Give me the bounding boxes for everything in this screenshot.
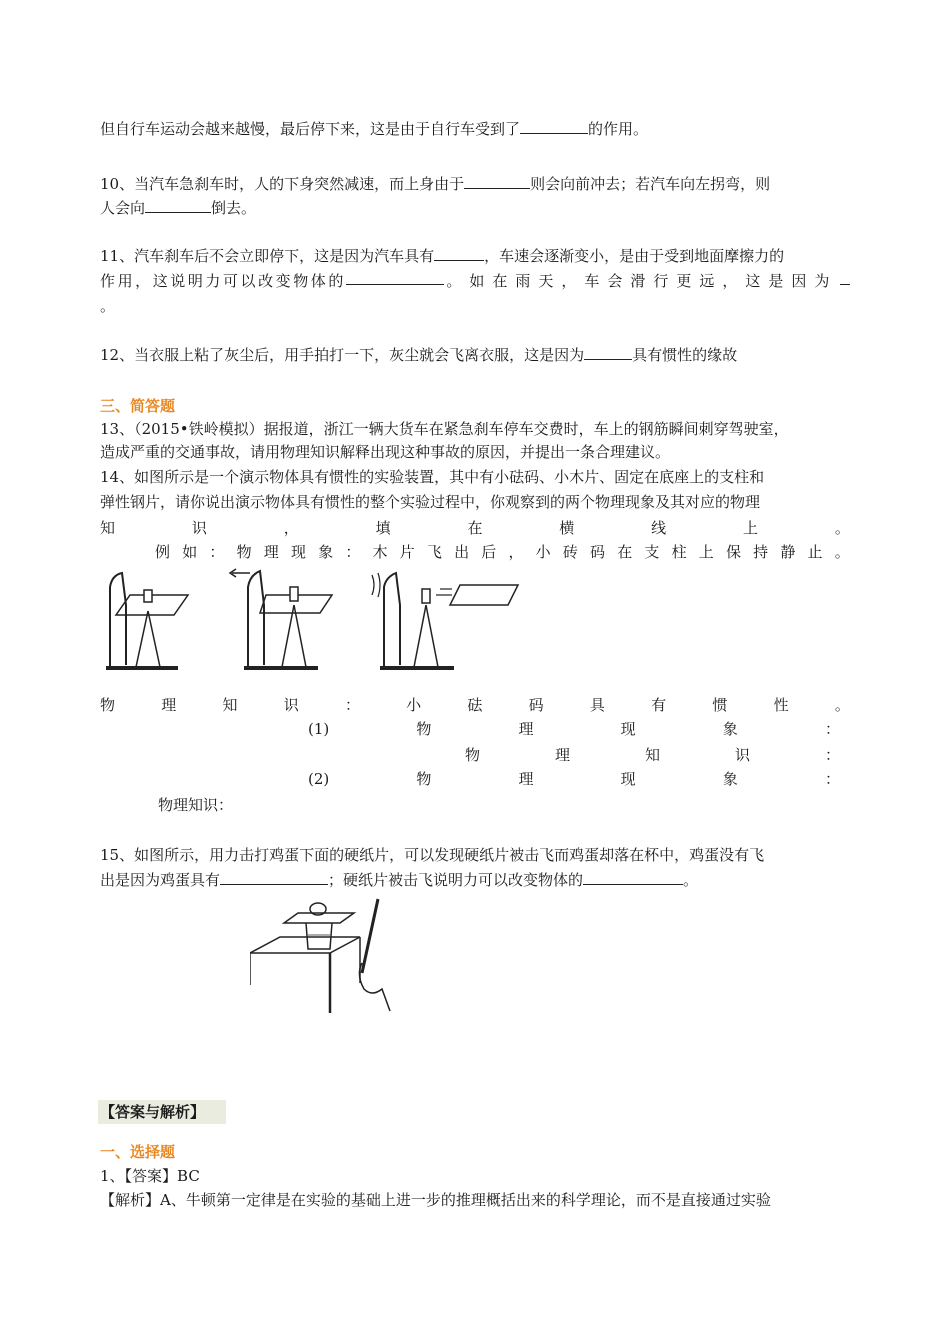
example-char-25: 。 [834,543,850,561]
q11-blank2 [346,270,444,285]
q14-w7: 上 [743,519,759,537]
q10-line1 [100,173,770,195]
example-char-2: ： [209,543,225,561]
q15-line2 [100,869,698,891]
q11-line1 [100,245,784,267]
q15-text-b: ；硬纸片被击飞说明力可以改变物体的 [328,871,584,889]
q14-line2: 弹性钢片，请你说出演示物体具有惯性的整个实验过程中，你观察到的两个物理现象及其对应的物理 [100,493,761,511]
q10-text-c: 人会向 [100,199,146,217]
q15-blank1 [220,870,328,885]
q11-c13: 的 [328,272,344,290]
knowledge-char-5: 小 [406,696,422,714]
item1-kn-char-1: 理 [554,746,570,764]
item1-kn-char-4: ： [824,746,840,764]
knowledge-char-12: 。 [834,696,850,714]
q14-item1-knowledge [465,744,840,766]
q11-line3: 。 [100,297,116,315]
q12-text: 12、当衣服上粘了灰尘后，用手拍打一下，灰尘就会飞离衣服，这是因为 [100,346,585,364]
q14-item2-phenomenon [308,768,840,790]
example-char-17: 在 [617,543,633,561]
item1-ph-char-4: 象 [722,720,738,738]
item2-ph-char-3: 现 [620,770,636,788]
example-char-14: 小 [535,543,551,561]
item1-ph-char-2: 理 [518,720,534,738]
q11-c7: 可 [222,272,238,290]
example-char-18: 支 [644,543,660,561]
q10-blank2 [145,198,211,213]
answer-1-analysis: 【解析】A、牛顿第一定律是在实验的基础上进一步的推理概括出来的科学理论，而不是直接通过实验 [100,1191,771,1209]
q10-text-a: 10、当汽车急刹车时，人的下身突然减速，而上身由于 [100,175,465,193]
q11-text-b: ，车速会逐渐变小，是由于受到地面摩擦力的 [484,247,785,265]
example-char-23: 静 [780,543,796,561]
example-char-15: 砖 [562,543,578,561]
example-char-21: 保 [725,543,741,561]
item2-ph-char-2: 理 [518,770,534,788]
example-char-11: 出 [454,543,470,561]
answer-1: 1、【答案】BC [100,1167,200,1185]
example-char-13: ， [508,543,524,561]
q11-c8: 以 [240,272,256,290]
example-char-16: 码 [590,543,606,561]
q14-knowledge-line [100,694,850,716]
item1-ph-char-0: (1) [308,720,330,738]
answer-section-header: 【答案与解析】 [98,1100,226,1124]
item1-ph-char-5: ： [824,720,840,738]
q10-text-b: 则会向前冲去；若汽车向左拐弯，则 [530,175,771,193]
item1-kn-char-0: 物 [465,746,481,764]
example-char-19: 柱 [671,543,687,561]
example-char-22: 持 [753,543,769,561]
q11-c1: 用 [117,272,133,290]
q9-text-after: 的作用。 [588,120,649,138]
q11-blank1 [434,246,484,261]
knowledge-char-3: 识 [283,696,299,714]
q12-blank [584,345,632,360]
item2-ph-char-1: 物 [416,770,432,788]
example-char-9: 片 [399,543,415,561]
q14-w3: 填 [375,519,391,537]
q11-c5: 明 [187,272,203,290]
knowledge-char-4: ： [344,696,360,714]
item2-ph-char-0: (2) [308,770,330,788]
q13-line1: 13、（2015•铁岭模拟）据报道，浙江一辆大货车在紧急刹车停车交费时，车上的钢筋瞬间刺穿驾驶室， [100,420,789,438]
example-char-5: 现 [290,543,306,561]
item2-ph-char-4: 象 [722,770,738,788]
egg-card-cup-figure [250,893,400,1018]
q9-continuation [100,118,648,140]
example-char-8: 木 [372,543,388,561]
q14-item2-knowledge: 物理知识： [158,796,234,814]
q11-c6: 力 [205,272,221,290]
example-char-6: 象 [318,543,334,561]
example-char-10: 飞 [426,543,442,561]
example-char-12: 后 [481,543,497,561]
knowledge-char-9: 有 [651,696,667,714]
example-char-7: ： [345,543,361,561]
q12-line [100,344,737,366]
knowledge-char-11: 性 [773,696,789,714]
knowledge-char-8: 具 [589,696,605,714]
q14-w0: 知 [100,519,116,537]
q15-blank2 [583,870,683,885]
q11-blank3 [840,270,850,285]
q11-text-a: 11、汽车刹车后不会立即停下，这是因为汽车具有 [100,247,435,265]
q15-line1: 15、如图所示，用力击打鸡蛋下面的硬纸片，可以发现硬纸片被击飞而鸡蛋却落在杯中，鸡蛋没有飞 [100,846,765,864]
example-char-24: 止 [807,543,823,561]
q9-blank [520,119,588,134]
q11-c11: 物 [293,272,309,290]
example-char-0: 例 [155,543,171,561]
answer-section1-title: 一、选择题 [100,1143,176,1161]
q14-w1: 识 [191,519,207,537]
example-char-1: 如 [182,543,198,561]
q13-line2: 造成严重的交通事故，请用物理知识解释出现这种事故的原因，并提出一条合理建议。 [100,443,671,461]
q14-w4: 在 [467,519,483,537]
q10-line2 [100,197,256,219]
q11-text-c: 。如在雨天，车会滑行更远，这是因为 [446,272,838,290]
q14-example-line [155,541,850,563]
q14-line3 [100,517,850,539]
q15-text-a: 出是因为鸡蛋具有 [100,871,221,889]
q14-w8: 。 [834,519,850,537]
q9-text: 但自行车运动会越来越慢，最后停下来，这是由于自行车受到了 [100,120,521,138]
inertia-apparatus-figure [100,565,520,675]
knowledge-char-7: 码 [528,696,544,714]
example-char-4: 理 [263,543,279,561]
q15-text-c: 。 [683,871,699,889]
q12-text-after: 具有惯性的缘故 [632,346,738,364]
q11-c0: 作 [100,272,116,290]
q14-line1: 14、如图所示是一个演示物体具有惯性的实验装置，其中有小砝码、小木片、固定在底座上的支柱和 [100,468,765,486]
item1-kn-char-3: 识 [734,746,750,764]
q11-c4: 说 [170,272,186,290]
knowledge-char-1: 理 [161,696,177,714]
knowledge-char-2: 知 [222,696,238,714]
q10-text-d: 倒去。 [211,199,257,217]
knowledge-char-6: 砝 [467,696,483,714]
item2-ph-char-5: ： [824,770,840,788]
q14-w6: 线 [651,519,667,537]
item1-ph-char-1: 物 [416,720,432,738]
example-char-3: 物 [236,543,252,561]
q14-item1-phenomenon [308,718,840,740]
q10-blank1 [464,174,530,189]
knowledge-char-0: 物 [100,696,116,714]
example-char-20: 上 [698,543,714,561]
section-title-short-answer: 三、简答题 [100,397,176,415]
q11-c9: 改 [258,272,274,290]
q11-c2: ， [135,272,151,290]
q14-w2: ， [283,519,299,537]
q11-c12: 体 [310,272,326,290]
q11-c10: 变 [275,272,291,290]
item1-kn-char-2: 知 [644,746,660,764]
item1-ph-char-3: 现 [620,720,636,738]
q11-line2 [100,270,850,292]
knowledge-char-10: 惯 [712,696,728,714]
q14-w5: 横 [559,519,575,537]
q11-c3: 这 [152,272,168,290]
